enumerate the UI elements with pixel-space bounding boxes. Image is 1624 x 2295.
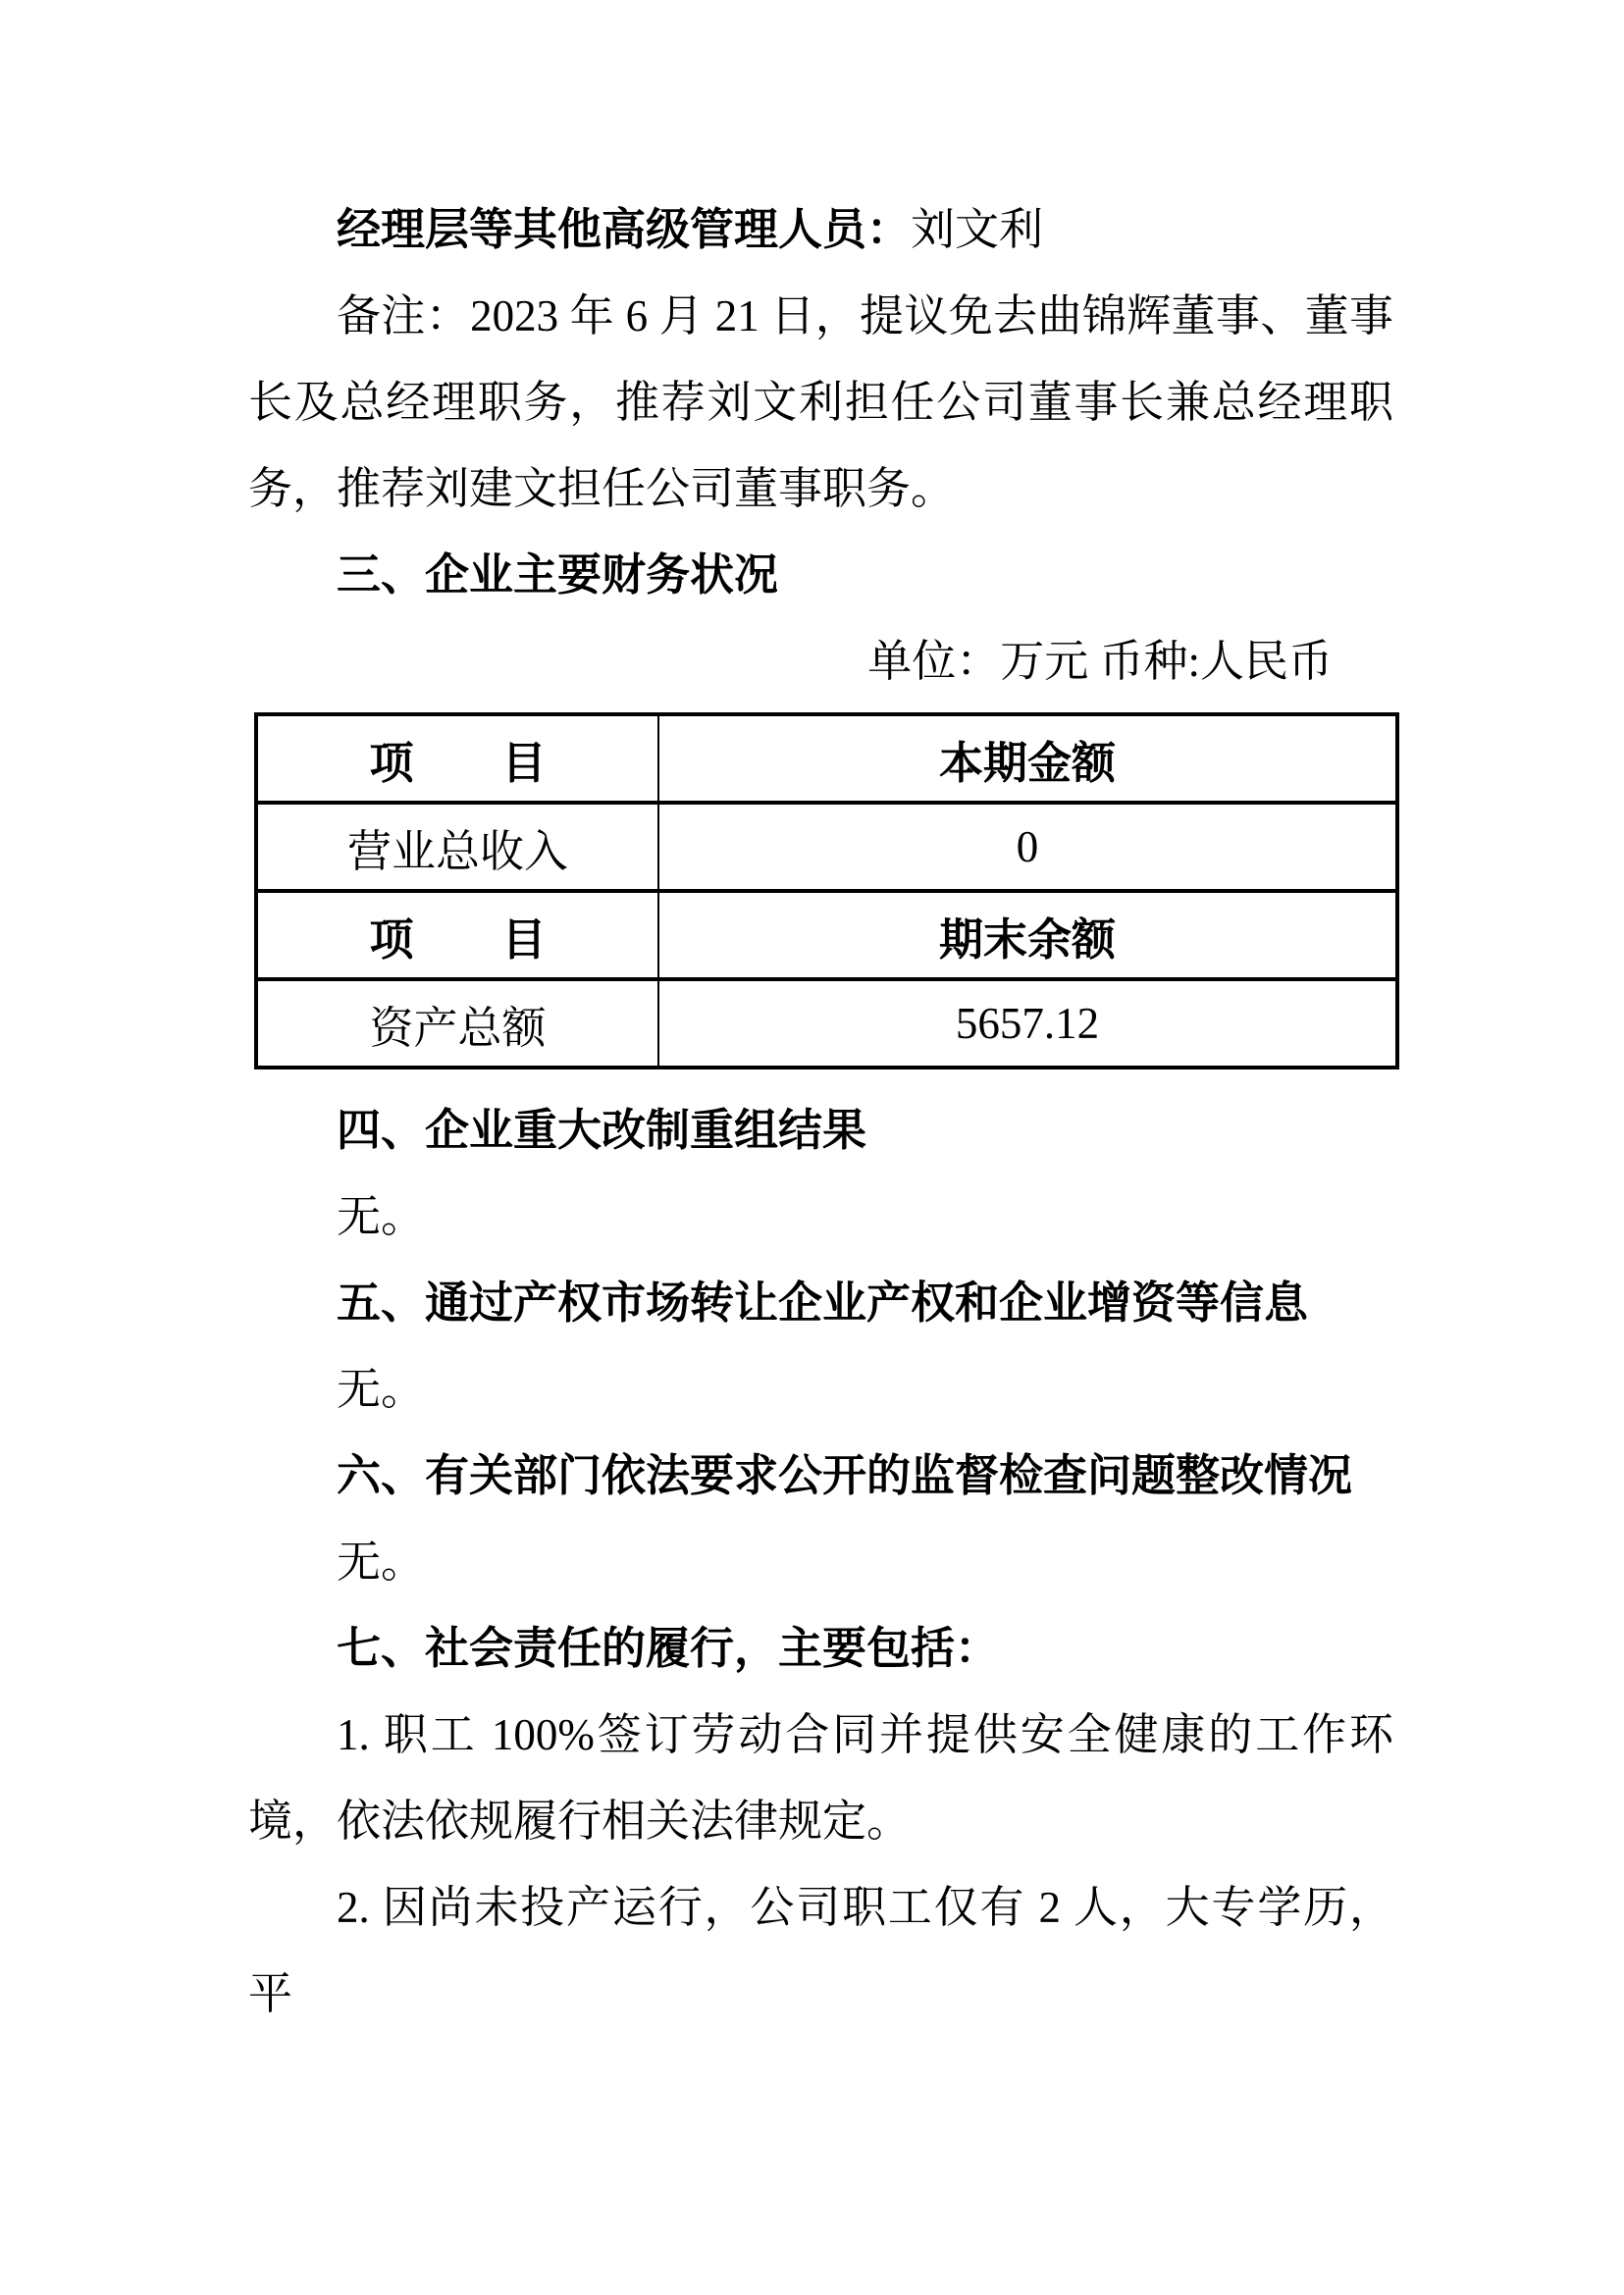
section5-heading: 五、通过产权市场转让企业产权和企业增资等信息 bbox=[337, 1278, 1309, 1328]
section3-heading: 三、企业主要财务状况 bbox=[337, 550, 779, 600]
table-cell-amount: 期末余额 bbox=[658, 891, 1397, 979]
section4-heading: 四、企业重大改制重组结果 bbox=[337, 1106, 867, 1155]
table-cell-amount: 5657.12 bbox=[658, 979, 1397, 1068]
table-cell-amount: 0 bbox=[658, 803, 1397, 891]
table-cell-item: 项 目 bbox=[256, 891, 658, 979]
unit-note: 单位：万元 币种:人民币 bbox=[867, 637, 1333, 686]
section7-heading: 七、社会责任的履行，主要包括： bbox=[337, 1624, 1000, 1673]
section7-item-2: 2. 因尚未投产运行，公司职工仅有 2 人，大专学历，平 bbox=[248, 1883, 1393, 2018]
table-cell-item: 营业总收入 bbox=[256, 803, 658, 891]
section7-item-1: 1. 职工 100%签订劳动合同并提供安全健康的工作环境，依法依规履行相关法律规定。 bbox=[248, 1710, 1393, 1846]
section6-heading: 六、有关部门依法要求公开的监督检查问题整改情况 bbox=[337, 1451, 1353, 1500]
financial-table bbox=[254, 712, 1399, 1069]
remark-paragraph: 备注：2023 年 6 月 21 日，提议免去曲锦辉董事、董事长及总经理职务，推荐刘文利担任公司董事长兼总经理职务，推荐刘建文担任公司董事职务。 bbox=[248, 291, 1393, 513]
table-row bbox=[256, 979, 1397, 1068]
management-name: 刘文利 bbox=[911, 205, 1044, 254]
section4-body: 无。 bbox=[337, 1192, 426, 1241]
table-cell-amount: 本期金额 bbox=[658, 714, 1397, 803]
table-header-row bbox=[256, 714, 1397, 803]
section6-body: 无。 bbox=[337, 1538, 426, 1587]
table-cell-item: 项 目 bbox=[256, 714, 658, 803]
management-line bbox=[248, 186, 1393, 273]
table-row bbox=[256, 803, 1397, 891]
table-header-row bbox=[256, 891, 1397, 979]
section5-body: 无。 bbox=[337, 1365, 426, 1414]
table-cell-item: 资产总额 bbox=[256, 979, 658, 1068]
management-label: 经理层等其他高级管理人员： bbox=[337, 205, 912, 254]
